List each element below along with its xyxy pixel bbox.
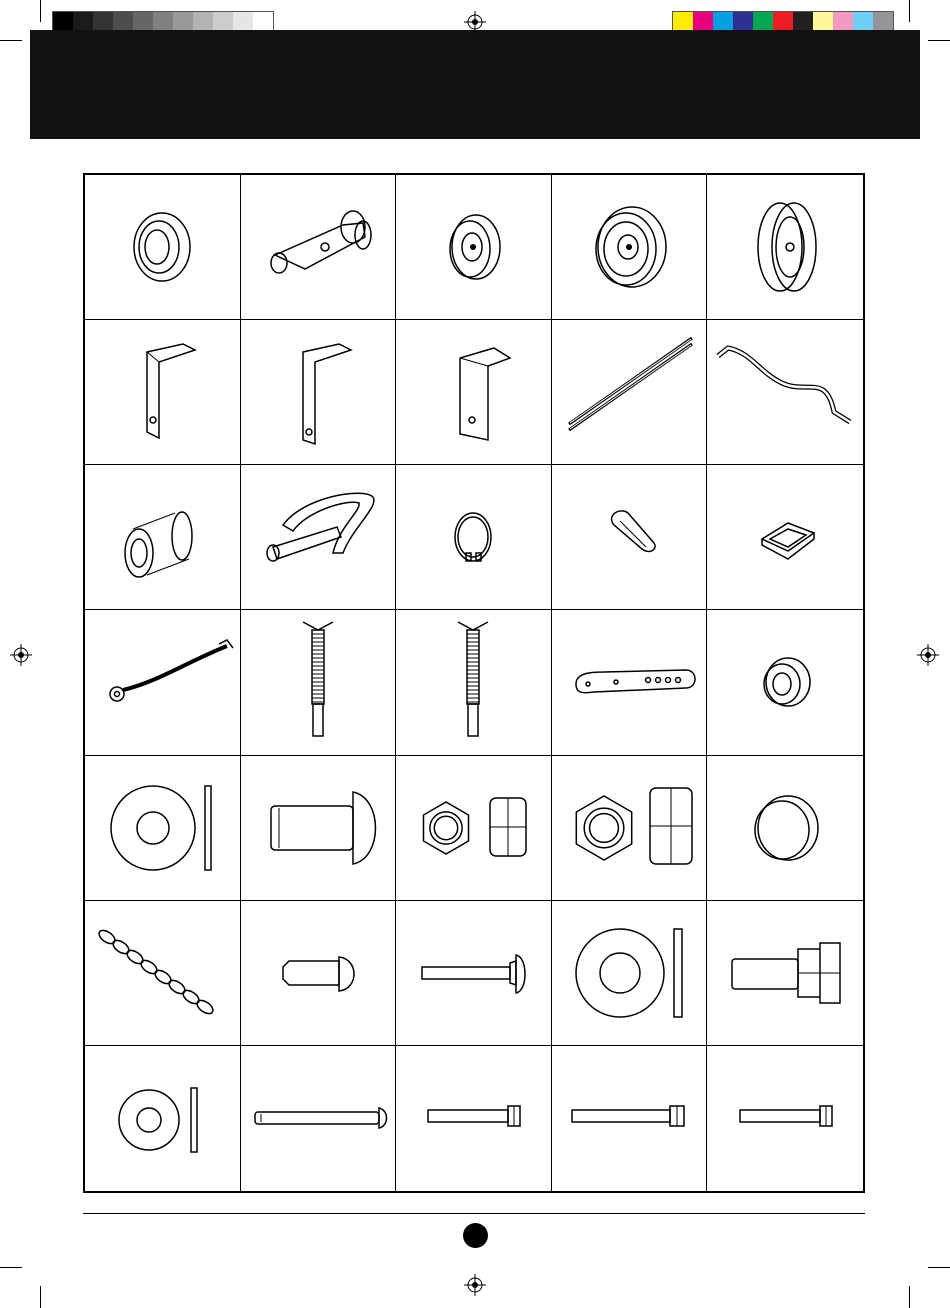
v-groove-pulley-icon	[710, 177, 860, 317]
cable-with-ring-icon	[87, 612, 237, 752]
part-cell	[707, 465, 863, 610]
footer-divider	[83, 1213, 865, 1214]
part-cell	[552, 610, 708, 755]
curved-bar-icon	[710, 322, 860, 462]
part-cell	[85, 320, 241, 465]
crop-mark	[40, 1286, 41, 1308]
part-cell	[85, 756, 241, 901]
large-pulley-icon	[554, 177, 704, 317]
registration-mark-icon	[917, 644, 939, 666]
small-washer-icon	[87, 1048, 237, 1188]
part-cell	[85, 465, 241, 610]
crop-mark	[0, 1267, 22, 1268]
round-end-cap-icon	[710, 758, 860, 898]
part-cell	[396, 1046, 552, 1191]
snap-ring-icon	[398, 467, 548, 607]
part-cell	[707, 901, 863, 1046]
hex-bolt-with-nut-icon	[710, 903, 860, 1043]
part-cell	[241, 901, 397, 1046]
header-band	[30, 30, 920, 139]
part-cell	[85, 610, 241, 755]
hardware-parts-grid	[83, 173, 865, 1193]
lock-nut-small-icon	[398, 758, 548, 898]
small-bushing-icon	[710, 612, 860, 752]
part-cell	[241, 756, 397, 901]
registration-mark-icon	[464, 1274, 486, 1296]
hex-bolt-icon	[398, 1048, 548, 1188]
chain-icon	[87, 903, 237, 1043]
short-pin-icon	[243, 903, 393, 1043]
bearing-icon	[87, 177, 237, 317]
registration-mark-icon	[10, 644, 32, 666]
crop-mark	[0, 40, 22, 41]
part-cell	[707, 320, 863, 465]
carriage-bolt-icon	[398, 903, 548, 1043]
part-cell	[707, 610, 863, 755]
part-cell	[241, 320, 397, 465]
small-pulley-icon	[398, 177, 548, 317]
part-cell	[241, 610, 397, 755]
part-cell	[85, 1046, 241, 1191]
threaded-rod-icon	[398, 612, 548, 752]
part-cell	[241, 465, 397, 610]
l-bracket-long-icon	[243, 322, 393, 462]
long-hex-bolt-icon	[554, 1048, 704, 1188]
part-cell	[396, 610, 552, 755]
spacer-tube-icon	[87, 467, 237, 607]
l-bracket-icon	[87, 322, 237, 462]
part-cell	[85, 175, 241, 320]
pair-of-rods-icon	[554, 322, 704, 462]
part-cell	[552, 465, 708, 610]
large-washer-icon	[554, 903, 704, 1043]
stirrup-handle-icon	[243, 467, 393, 607]
part-cell	[396, 465, 552, 610]
crop-mark	[909, 1286, 910, 1308]
part-cell	[552, 320, 708, 465]
part-cell	[552, 1046, 708, 1191]
part-cell	[552, 901, 708, 1046]
perforated-strap-icon	[554, 612, 704, 752]
threaded-rod-icon	[243, 612, 393, 752]
round-head-pin-icon	[243, 758, 393, 898]
part-cell	[396, 901, 552, 1046]
part-cell	[396, 756, 552, 901]
bent-bracket-icon	[398, 322, 548, 462]
snap-hook-icon	[554, 467, 704, 607]
hex-bolt-icon	[710, 1048, 860, 1188]
page-number-marker	[463, 1223, 488, 1248]
part-cell	[552, 756, 708, 901]
flat-washer-icon	[87, 758, 237, 898]
crop-mark	[40, 0, 41, 22]
registration-mark-icon	[464, 11, 486, 33]
square-end-cap-icon	[710, 467, 860, 607]
crop-mark	[928, 1267, 950, 1268]
part-cell	[396, 175, 552, 320]
part-cell	[552, 175, 708, 320]
part-cell	[707, 175, 863, 320]
lock-nut-large-icon	[554, 758, 704, 898]
long-pin-icon	[243, 1048, 393, 1188]
part-cell	[241, 175, 397, 320]
part-cell	[396, 320, 552, 465]
part-cell	[707, 1046, 863, 1191]
part-cell	[85, 901, 241, 1046]
part-cell	[707, 756, 863, 901]
axle-bushing-icon	[243, 177, 393, 317]
crop-mark	[909, 0, 910, 22]
part-cell	[241, 1046, 397, 1191]
crop-mark	[928, 40, 950, 41]
